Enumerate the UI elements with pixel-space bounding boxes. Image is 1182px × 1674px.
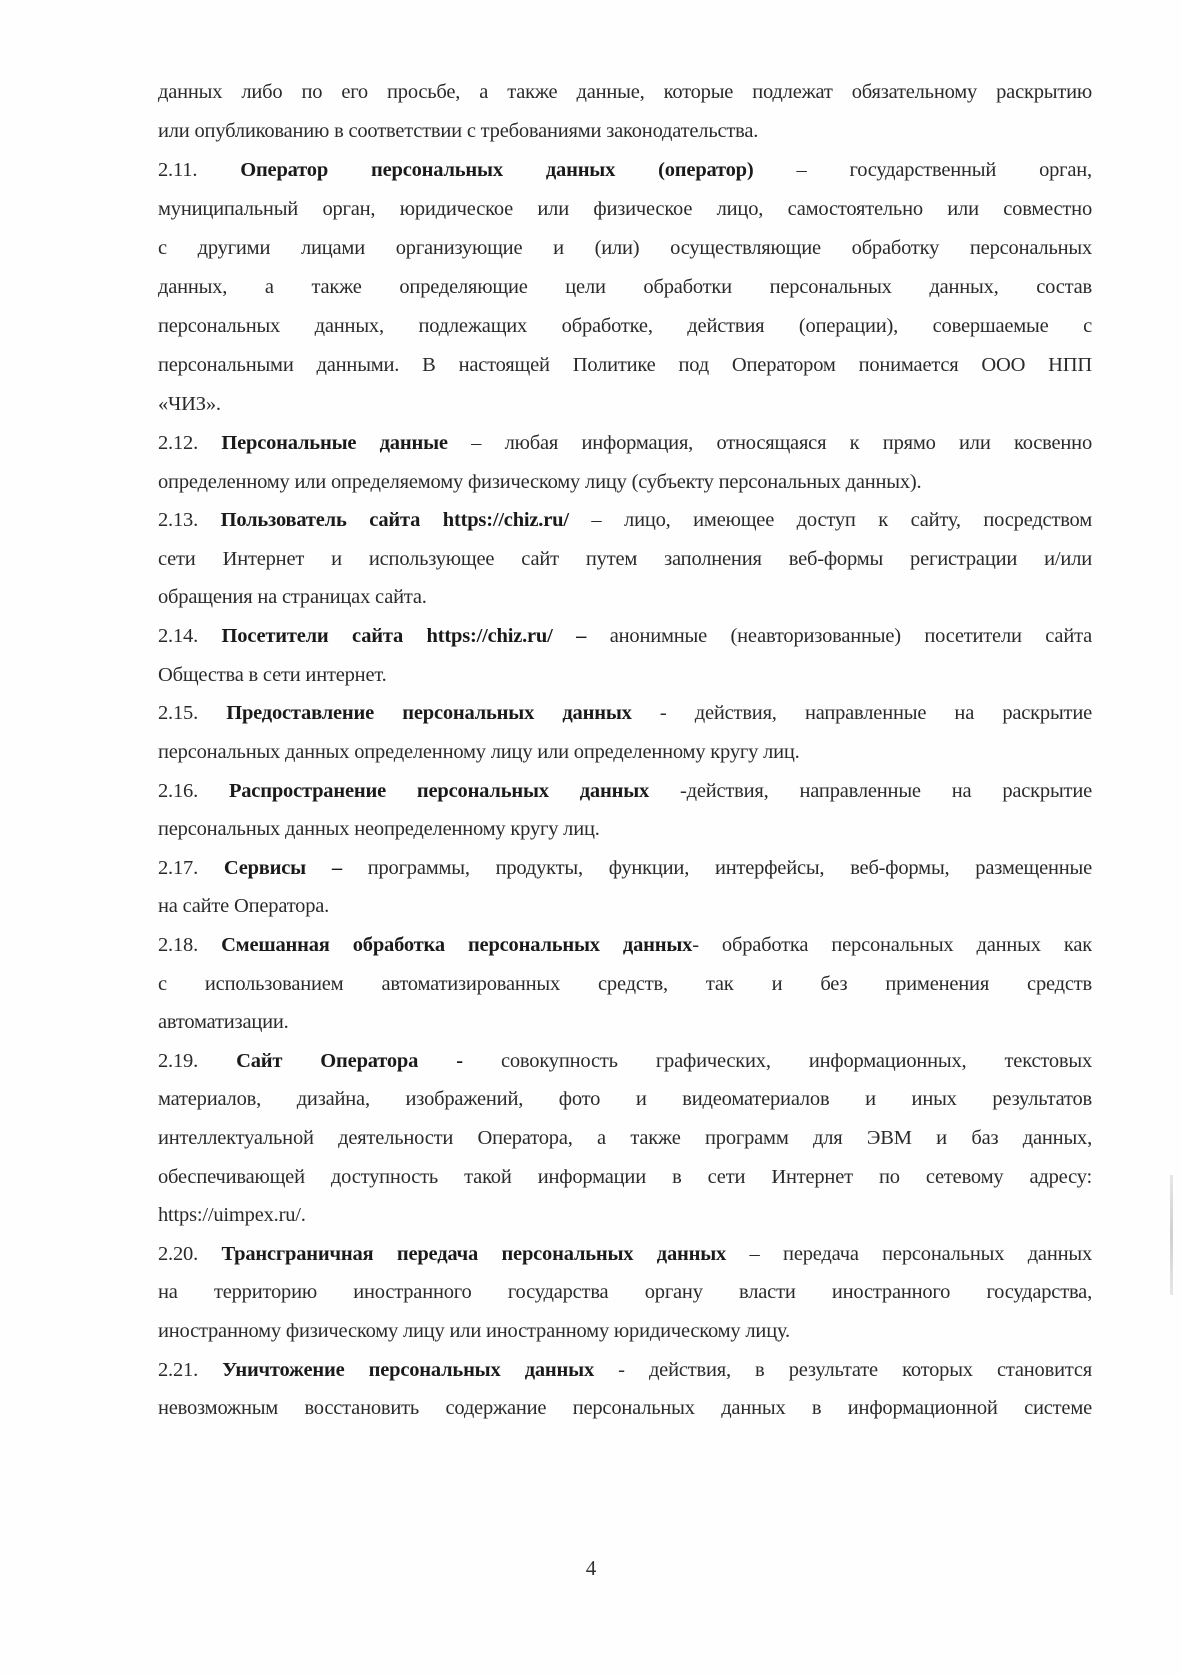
text-line — [158, 970, 1092, 998]
line-text: совокупность графических, информационных, текстовых — [462, 1050, 1092, 1072]
clause-heading-line — [158, 429, 1092, 457]
line-text: на сайте Оператора. — [158, 895, 330, 917]
clause-number: 2.16. — [158, 780, 229, 802]
line-text: - действия, направленные на раскрытие — [631, 702, 1092, 724]
text-line — [158, 468, 1092, 496]
line-text: на территорию иностранного государства органу власти иностранного государства, — [158, 1281, 1092, 1303]
clause-number: 2.17. — [158, 857, 224, 879]
line-text: – лицо, имеющее доступ к сайту, посредством — [568, 509, 1092, 531]
line-text: определенному или определяемому физическому лицу (субъекту персональных данных). — [158, 471, 922, 493]
line-text: или опубликованию в соответствии с требованиями законодательства. — [158, 120, 759, 142]
text-line — [158, 273, 1092, 301]
text-line — [158, 117, 1092, 145]
line-text: данных либо по его просьбе, а также данные, которые подлежат обязательному раскрытию — [158, 81, 1092, 103]
line-text: персональных данных неопределенному кругу лиц. — [158, 818, 600, 840]
defined-term: Предоставление персональных данных — [226, 702, 632, 724]
text-line — [158, 892, 1092, 920]
clause-number: 2.20. — [158, 1243, 222, 1265]
line-text: обеспечивающей доступность такой информации в сети Интернет по сетевому адресу: — [158, 1166, 1092, 1188]
defined-term: Сайт Оператора - — [236, 1050, 463, 1072]
clause-heading-line — [158, 622, 1092, 650]
text-line — [158, 1163, 1092, 1191]
clause-number: 2.14. — [158, 625, 222, 647]
clause-heading-line — [158, 699, 1092, 727]
defined-term: Смешанная обработка персональных данных — [221, 934, 693, 956]
defined-term: Сервисы – — [223, 857, 342, 879]
clause-heading-line — [158, 1356, 1092, 1384]
page-number: 4 — [585, 1556, 597, 1580]
text-line — [158, 738, 1092, 766]
line-text: с другими лицами организующие и (или) осуществляющие обработку персональных — [158, 237, 1092, 259]
line-text: автоматизации. — [158, 1011, 289, 1033]
line-text: -действия, направленные на раскрытие — [649, 780, 1092, 802]
text-line — [158, 545, 1092, 573]
clause-number: 2.18. — [158, 934, 222, 956]
line-text: сети Интернет и использующее сайт путем заполнения веб-формы регистрации и/или — [158, 548, 1092, 570]
line-text: программы, продукты, функции, интерфейсы, веб-формы, размещенные — [341, 857, 1092, 879]
line-text: – любая информация, относящаяся к прямо или косвенно — [447, 432, 1092, 454]
line-text: муниципальный орган, юридическое или физическое лицо, самостоятельно или совместно — [158, 198, 1092, 220]
text-line — [158, 661, 1092, 689]
text-line — [158, 583, 1092, 611]
scan-edge-mark — [1170, 1175, 1173, 1295]
clause-number: 2.19. — [158, 1050, 237, 1072]
line-text: – государственный орган, — [753, 159, 1092, 181]
line-text: персональных данных, подлежащих обработке, действия (операции), совершаемые с — [158, 315, 1092, 337]
text-line — [158, 390, 1092, 418]
defined-term: Персональные данные — [221, 432, 448, 454]
clause-number: 2.21. — [158, 1359, 223, 1381]
clause-number: 2.13. — [158, 509, 221, 531]
defined-term: Посетители сайта https://chiz.ru/ – — [221, 625, 587, 647]
defined-term: Распространение персональных данных — [228, 780, 650, 802]
clause-heading-line — [158, 931, 1092, 959]
text-line — [158, 1317, 1092, 1345]
line-text: невозможным восстановить содержание персональных данных в информационной системе — [158, 1397, 1092, 1419]
line-text: персональными данными. В настоящей Политике под Оператором понимается ООО НПП — [158, 354, 1092, 376]
clause-number: 2.15. — [158, 702, 227, 724]
clause-heading-line — [158, 854, 1092, 882]
text-line — [158, 1085, 1092, 1113]
line-text: – передача персональных данных — [726, 1243, 1092, 1265]
line-text: обращения на страницах сайта. — [158, 586, 427, 608]
clause-number: 2.12. — [158, 432, 222, 454]
clause-heading-line — [158, 506, 1092, 534]
line-text: материалов, дизайна, изображений, фото и видеоматериалов и иных результатов — [158, 1088, 1092, 1110]
text-line — [158, 78, 1092, 106]
text-line — [158, 195, 1092, 223]
text-line — [158, 351, 1092, 379]
text-line — [158, 1278, 1092, 1306]
defined-term: Оператор персональных данных (оператор) — [240, 159, 754, 181]
clause-heading-line — [158, 156, 1092, 184]
line-text: данных, а также определяющие цели обработки персональных данных, состав — [158, 276, 1092, 298]
text-line — [158, 1008, 1092, 1036]
clause-heading-line — [158, 1047, 1092, 1075]
defined-term: Трансграничная передача персональных данных — [221, 1243, 727, 1265]
text-line — [158, 234, 1092, 262]
text-line — [158, 1201, 1092, 1229]
clause-number: 2.11. — [158, 159, 241, 181]
line-text: интеллектуальной деятельности Оператора, а также программ для ЭВМ и баз данных, — [158, 1127, 1092, 1149]
text-line — [158, 815, 1092, 843]
line-text: - действия, в результате которых становится — [594, 1359, 1092, 1381]
line-text: https://uimpex.ru/. — [158, 1204, 306, 1226]
text-line — [158, 312, 1092, 340]
text-line — [158, 1124, 1092, 1152]
line-text: персональных данных определенному лицу или определенному кругу лиц. — [158, 741, 800, 763]
line-text: Общества в сети интернет. — [158, 664, 387, 686]
text-line — [158, 1394, 1092, 1422]
line-text: - обработка персональных данных как — [692, 934, 1092, 956]
line-text: анонимные (неавторизованные) посетители сайта — [586, 625, 1092, 647]
line-text: с использованием автоматизированных средств, так и без применения средств — [158, 973, 1092, 995]
defined-term: Пользователь сайта https://chiz.ru/ — [220, 509, 569, 531]
line-text: «ЧИЗ». — [158, 393, 221, 415]
defined-term: Уничтожение персональных данных — [222, 1359, 594, 1381]
line-text: иностранному физическому лицу или иностранному юридическому лицу. — [158, 1320, 790, 1342]
clause-heading-line — [158, 777, 1092, 805]
clause-heading-line — [158, 1240, 1092, 1268]
